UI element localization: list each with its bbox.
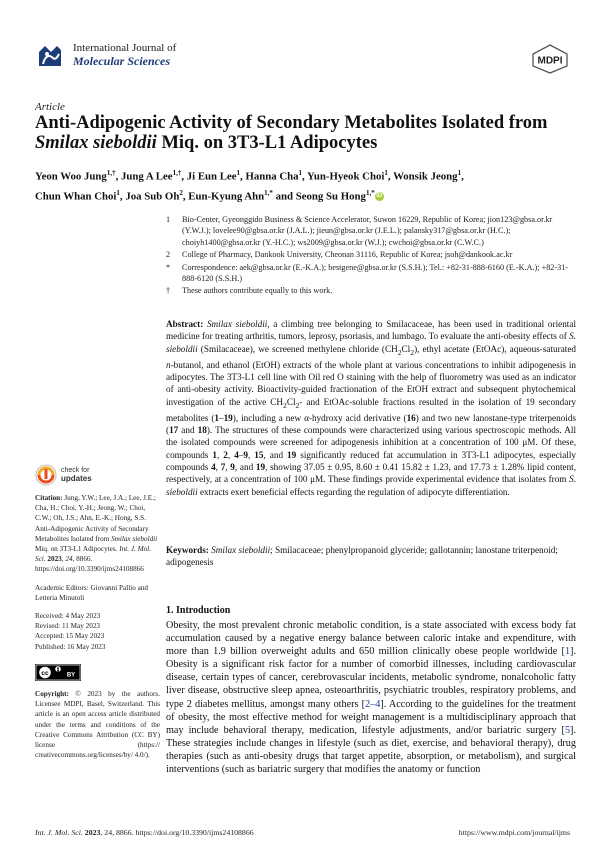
mdpi-logo-text: MDPI (537, 55, 563, 67)
check-line1: check for (61, 466, 90, 474)
abstract-text: -butanol, and ethanol (EtOH) extracts of the whole plant at various concentrations to inhibit adipogenesis in adipocytes. The 3T3-L1 cell line with Oil red O staining with the help of fluorometry was used as an indicator of anti-obesity activity. Bioactivity-guided fractionation of the EtOH extract and subsequent phytochemical investigation of the active CH (166, 359, 576, 407)
affiliation-marker: 2 (166, 250, 171, 260)
footer-journal-url[interactable]: https://www.mdpi.com/journal/ijms (458, 828, 570, 837)
intro-text: ]. Obesity is a significant risk factor for a number of comorbid illnesses, including cardiovascular disease, certain types of cancer, cerebrovascular incidents, metabolic syndrome, nonalcoholic fatty liver disease, obstructive sleep apnea, osteoarthritis, psychiatric troubles, respiratory problems, and type 2 diabetes mellitus, amongst many others [ (166, 646, 576, 710)
author-affiliation-marker: 2 (179, 188, 183, 197)
citation-text: Miq. on 3T3-L1 Adipocytes. (35, 545, 120, 554)
compound-number: 16 (406, 412, 416, 423)
compound-number: 17 (169, 425, 179, 436)
author-separator: , (182, 190, 189, 203)
citation-link[interactable]: 5 (564, 724, 571, 736)
copyright-label: Copyright: (35, 690, 69, 699)
check-for-updates-label (61, 467, 92, 484)
footer-year: 2023 (82, 828, 101, 837)
citation-text: , 8866. https://doi.org/10.3390/ijms24108866 (35, 555, 144, 574)
author-name[interactable]: Wonsik Jeong (393, 170, 458, 183)
keyword-species: Smilax sieboldii (211, 545, 271, 555)
abstract-species: S. sieboldii (166, 474, 576, 497)
citation-species: Smilax sieboldii (111, 534, 158, 543)
affiliation-marker: † (166, 286, 171, 296)
copyright-notice (35, 689, 160, 760)
affiliation-item (166, 285, 576, 296)
abstract-subscript: 2 (295, 400, 300, 410)
intro-text: ]. These strategies include changes in lifestyle (such as diet, exercise, and behavioral therapy), drug therapies (such as anti-obesity drugs that target appetite, absorption, or metabolism), and surgical interventions (such as bariatric surgery that modifies the anatomy or function (166, 724, 576, 776)
author-name[interactable]: Seong Su Hong (295, 190, 366, 203)
compound-number: 4 (234, 449, 239, 460)
author-affiliation-marker: 1 (236, 169, 241, 177)
compound-number: 18 (197, 425, 207, 436)
author-name[interactable]: Jung A Lee (120, 170, 173, 183)
compound-number: 9 (230, 461, 235, 472)
abstract-subscript: 2 (410, 347, 415, 357)
date-published: Published: 16 May 2023 (35, 642, 106, 651)
abstract-italic: n (166, 359, 171, 370)
abstract-text: ). The structures of these compounds were characterized using various spectroscopic methods. All the isolated compounds were screened for adipogenesis inhibition at a concentration of 100 μM. Of these, compounds (166, 425, 577, 460)
citation-volume: 24 (65, 555, 73, 564)
intro-text: ]. According to the guidelines for the treatment of obesity, the most effective method for weight management is a multidisciplinary approach that may include behavioral therapy, medication, lifestyle adjustments, and/or bariatric surgery [ (166, 698, 576, 736)
author-separator: , (302, 170, 308, 183)
academic-editors: Academic Editors: Giovanni Pallio and Letteria Minutoli (35, 583, 148, 602)
compound-number: 9 (243, 449, 248, 460)
abstract-species: Smilax sieboldii (206, 319, 268, 329)
journal-name (73, 42, 176, 68)
date-accepted: Accepted: 15 May 2023 (35, 632, 105, 641)
section-heading-introduction: 1. Introduction (166, 605, 231, 616)
author-separator: , (461, 170, 464, 183)
abstract-label: Abstract: (166, 319, 204, 329)
abstract-text: (Smilacaceae), we screened methylene chloride (CH (197, 343, 398, 354)
intro-text: Obesity, the most prevalent chronic metabolic condition, is a state associated with excess body fat accumulation caused by a negative energy balance between caloric intake and expenditure, with more than 1.9 billion overweight adults and 650 million clinically obese people worldwide [ (166, 620, 576, 658)
author-affiliation-marker: 1 (116, 188, 120, 197)
abstract-text: ), including a new α-hydroxy acid derivative ( (232, 412, 407, 423)
author-separator: and (272, 190, 296, 203)
article-title (35, 113, 575, 153)
citation-year: 2023 (45, 555, 62, 564)
compound-number: 4 (211, 461, 216, 472)
abstract-species: S. sieboldii (166, 331, 576, 354)
journal-name-line1: International Journal of (73, 42, 177, 54)
author-separator: , (240, 170, 246, 183)
abstract: Abstract: Smilax sieboldii, a climbing tree belonging to Smilacaceae, has been used in traditional oriental medicine for treating arthritis, tumors, leprosy, psoriasis, and lumbago. To evaluate the anti-obesity effects of S. sieboldii (Smilacaceae), we screened methylene chloride $(CH_2Cl_2)$, ethyl acetate (EtOAc), aqueous-saturated n-butanol, and ethanol (EtOH) extracts of the whole plant at various concentrations to inhibit adipogenesis in adipocytes. The 3T3-L1 cell line with Oil red O staining with the help of fluorometry was used as an indicator of anti-obesity activity. Bioactivity-guided fractionation of the EtOH extract and subsequent phytochemical investigation of the active $CH_2Cl_2-$ and EtOAc-soluble fractions resulted in the isolation of 19 secondary metabolites (1–19), including a new α-hydroxy acid derivative (16) and two new lanostane-type triterpenoids (17 and 18). The structures of these compounds were characterized using various spectroscopic methods. All the isolated compounds were screened for adipogenesis inhibition at a concentration of 100 μM. Of these, compounds 1, 2, 4–9, 15, and 19 significantly reduced fat accumulation in 3T3-L1 adipocytes, especially compounds 4, 7, 9, and 19, showing 37.05 ± 0.95, 8.60 ± 0.41 15.82 ± 1.23, and 17.73 ± 1.28% lipid content, respectively, at a concentration of 100 μM. These findings provide experimental evidence that isolates from S. sieboldii extracts exert beneficial effects regarding the regulation of adipocyte differentiation. (166, 319, 577, 497)
cc-label: cc (41, 669, 49, 677)
footer-citation (35, 828, 254, 837)
affiliations (166, 214, 576, 298)
by-label: BY (66, 672, 76, 679)
author-separator: , (181, 170, 187, 183)
abstract-text: Cl (401, 343, 411, 354)
author-affiliation-marker: 1,† (106, 169, 116, 177)
title-part2: Miq. on 3T3-L1 Adipocytes (156, 133, 378, 153)
abstract-text: Cl (286, 396, 296, 407)
author-name[interactable]: Yeon Woo Jung (35, 170, 107, 183)
author-name[interactable]: Eun-Kyung Ahn (188, 190, 265, 203)
affiliation-marker: * (166, 262, 171, 272)
author-line-2 (35, 185, 575, 205)
author-affiliation-marker: 1 (457, 169, 462, 177)
cc-by-license-icon[interactable] (35, 664, 81, 681)
compound-number: 1 (212, 449, 217, 460)
compound-number: 15 (254, 449, 264, 460)
author-name[interactable]: Chun Whan Choi (35, 190, 117, 203)
author-name[interactable]: Ji Eun Lee (186, 170, 237, 183)
abstract-subscript: 2 (283, 400, 287, 410)
author-list (35, 165, 575, 204)
citation-journal: Int. J. Mol. Sci. (35, 545, 151, 564)
author-affiliation-marker: 1,† (172, 169, 182, 177)
orcid-icon[interactable]: iD (376, 193, 383, 200)
affiliation-item (166, 249, 576, 260)
affiliation-text: These authors contribute equally to this work. (182, 286, 333, 296)
citation-link[interactable]: 1 (564, 646, 571, 658)
author-separator: , (387, 170, 394, 183)
compound-number: 19 (255, 461, 266, 472)
citation-text: , (61, 555, 66, 564)
check-line2: updates (61, 473, 92, 483)
keywords (166, 544, 576, 569)
sidebar (35, 463, 160, 768)
date-received: Received: 4 May 2023 (35, 612, 101, 621)
keywords-label: Keywords: (166, 545, 209, 555)
author-name[interactable]: Joa Sub Oh (125, 190, 180, 203)
compound-number: 19 (287, 449, 297, 460)
compound-number: 1 (214, 412, 219, 423)
footer-doi: , 24, 8866. https://doi.org/10.3390/ijms24108866 (100, 828, 254, 837)
affiliation-text: College of Pharmacy, Dankook University, Cheonan 31116, Republic of Korea; jsoh@dankook.ac.kr (182, 250, 513, 260)
mdpi-logo-icon (530, 44, 570, 74)
article-type: Article (35, 101, 65, 113)
author-affiliation-marker: 1 (298, 169, 303, 177)
affiliation-item (166, 214, 576, 248)
title-species: Smilax sieboldii (35, 133, 157, 153)
author-name[interactable]: Hanna Cha (245, 170, 299, 183)
date-revised: Revised: 11 May 2023 (35, 622, 101, 631)
abstract-text: , showing 37.05 ± 0.95, 8.60 ± 0.41 15.82 ± 1.23, and 17.73 ± 1.28% lipid content, respectively, at a concentration of 100 μM. These findings provide experimental evidence that isolates from (166, 461, 577, 485)
check-for-updates-button[interactable] (35, 463, 160, 487)
affiliation-item (166, 262, 576, 285)
abstract-text: – (218, 412, 224, 423)
author-separator: , (115, 170, 121, 183)
keywords-list: ; Smilacaceae; phenylpropanoid glyceride; gallotannin; lanostane triterpenoid; adipogenesis (166, 545, 558, 568)
abstract-text: and (178, 425, 198, 436)
abstract-text: - and EtOAc-soluble fractions resulted in the isolation of 19 secondary metabolites ( (166, 396, 576, 423)
abstract-text: , a climbing tree belonging to Smilacaceae, has been used in traditional oriental medicine for treating arthritis, tumors, leprosy, psoriasis, and lumbago. To evaluate the anti-obesity effects of (166, 319, 576, 342)
affiliation-text: Correspondence: aek@gbsa.or.kr (E.-K.A.); bestgene@gbsa.or.kr (S.S.H.); Tel.: +82-31-888-6160 (E.-K.A.); +82-31-888-6120 (S.S.H.) (182, 262, 569, 284)
journal-header (35, 38, 570, 78)
introduction-paragraph (166, 619, 576, 776)
abstract-text: significantly reduced fat accumulation in 3T3-L1 adipocytes, especially compounds (166, 449, 577, 472)
citation-link[interactable]: 2–4 (365, 698, 381, 710)
author-separator: , (119, 190, 126, 203)
publication-dates (35, 611, 160, 652)
author-affiliation-marker: 1 (384, 169, 388, 177)
abstract-subscript: 2 (397, 347, 402, 357)
citation-label: Citation: (35, 494, 63, 502)
author-affiliation-marker: 1,* (365, 188, 375, 197)
abstract-text: ), ethyl acetate (EtOAc), aqueous-saturated (414, 343, 577, 354)
abstract-text: extracts exert beneficial effects regarding the regulation of adipocyte differentiation. (197, 486, 510, 497)
citation-text: Jung, Y.W.; Lee, J.A.; Lee, J.E.; Cha, H.; Choi, Y.-H.; Jeong, W.; Choi, C.W.; Oh, J.S.; Ahn, E.-K.; Hong, S.S. Anti-Adipogenic Activity of Secondary Metabolites Isolated from (35, 494, 156, 543)
journal-name-line2: Molecular Sciences (73, 54, 170, 68)
citation-block (35, 493, 160, 575)
title-part1: Anti-Adipogenic Activity of Secondary Metabolites Isolated from (35, 113, 548, 133)
compound-number: 2 (223, 449, 228, 460)
abstract-text: ) and two new lanostane-type triterpenoids ( (166, 412, 576, 436)
copyright-text: © 2023 by the authors. Licensee MDPI, Basel, Switzerland. This article is an open access article distributed under the terms and conditions of the Creative Commons Attribution (CC BY) license (https:// creativecommons.org/licenses/by/ 4.0/). (35, 690, 160, 760)
footer-journal: Int. J. Mol. Sci. (35, 828, 83, 837)
author-line-1 (35, 165, 575, 185)
compound-number: 19 (223, 412, 233, 423)
affiliation-text: Bio-Center, Gyeonggido Business & Science Accelerator, Suwon 16229, Republic of Korea; jion123@gbsa.or.kr (Y.W.J.); lovelee90@gbsa.or.kr (J.A.L.); jieun@gbsa.or.kr (J.E.L.); palansky317@gbsa.or.kr (H.C.); choiyh1400@gbsa.or.kr (Y.-H.C.); ws2009@gbsa.or.kr (W.J.); cwchoi@gbsa.or.kr (C.W.C.) (182, 215, 553, 247)
compound-number: 7 (220, 461, 226, 472)
affiliation-marker: 1 (166, 215, 171, 224)
author-name[interactable]: Yun-Hyeok Choi (307, 170, 385, 183)
check-for-updates-icon (35, 464, 57, 486)
journal-logo-icon (35, 42, 65, 72)
author-affiliation-marker: 1,* (264, 188, 273, 197)
